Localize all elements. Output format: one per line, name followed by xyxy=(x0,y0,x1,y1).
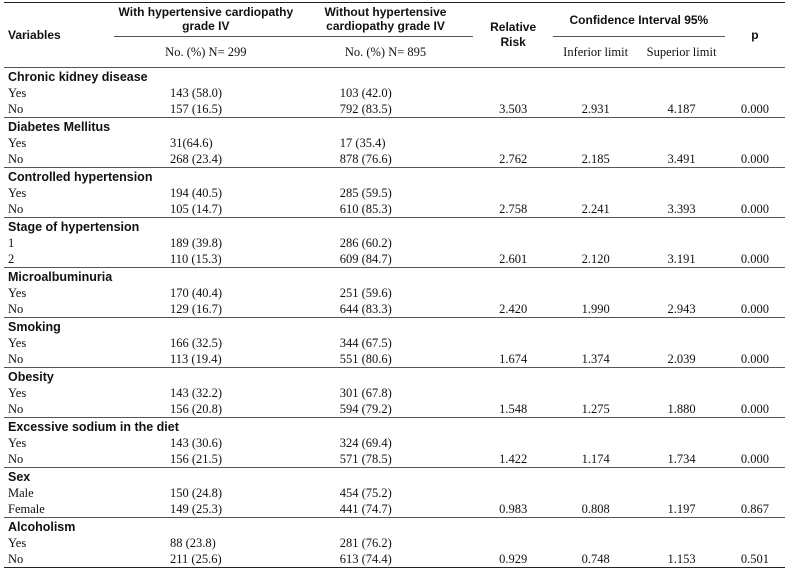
cell-ci-inferior: 1.275 xyxy=(581,402,610,416)
row-label: Male xyxy=(8,486,34,500)
cell-ci-superior: 2.943 xyxy=(667,302,696,316)
section-row xyxy=(4,68,785,86)
header-relative-risk: Relative Risk xyxy=(473,3,553,68)
section-title: Alcoholism xyxy=(4,518,785,536)
cell-ci-inferior xyxy=(553,385,638,401)
header-ci: Confidence Interval 95% xyxy=(553,3,725,37)
results-table xyxy=(4,2,785,568)
table-row xyxy=(4,501,785,518)
cell-with: 166 (32.5) xyxy=(170,336,223,350)
cell-ci-inferior: 0.808 xyxy=(581,502,610,516)
table-row xyxy=(4,485,785,501)
cell-without: 613 (74.4) xyxy=(298,551,474,568)
cell-with: 143 (32.2) xyxy=(170,386,223,400)
cell-relative-risk xyxy=(473,85,553,101)
cell-ci-superior: 3.191 xyxy=(667,252,696,266)
row-label: Yes xyxy=(8,336,27,350)
cell-relative-risk: 1.548 xyxy=(499,402,528,416)
cell-p: 0.000 xyxy=(740,152,769,166)
table-row xyxy=(4,235,785,251)
cell-without: 324 (69.4) xyxy=(339,436,392,450)
cell-relative-risk: 2.762 xyxy=(499,152,528,166)
cell-without: 103 (42.0) xyxy=(339,86,392,100)
cell-without: 281 (76.2) xyxy=(339,536,392,550)
cell-relative-risk xyxy=(473,135,553,151)
cell-relative-risk: 1.422 xyxy=(499,452,528,466)
cell-without: 251 (59.6) xyxy=(339,286,392,300)
section-row xyxy=(4,218,785,236)
table-body xyxy=(4,68,785,568)
cell-p: 0.000 xyxy=(740,252,769,266)
cell-with: 149 (25.3) xyxy=(170,502,223,516)
cell-without: 344 (67.5) xyxy=(339,336,392,350)
cell-p: 0.000 xyxy=(740,352,769,366)
cell-with: 143 (30.6) xyxy=(170,436,223,450)
cell-relative-risk: 1.674 xyxy=(499,352,528,366)
cell-without: 454 (75.2) xyxy=(339,486,392,500)
section-title: Stage of hypertension xyxy=(4,218,785,236)
cell-ci-inferior xyxy=(553,85,638,101)
header-ci-superior: Superior limit xyxy=(646,45,717,59)
section-row xyxy=(4,418,785,436)
row-label: 1 xyxy=(8,236,15,250)
cell-ci-inferior: 0.748 xyxy=(553,551,638,568)
cell-without: 285 (59.5) xyxy=(339,186,392,200)
cell-ci-inferior xyxy=(553,185,638,201)
cell-ci-inferior: 1.990 xyxy=(581,302,610,316)
cell-ci-superior xyxy=(638,385,724,401)
cell-relative-risk: 2.420 xyxy=(499,302,528,316)
table-row xyxy=(4,85,785,101)
cell-with: 170 (40.4) xyxy=(170,286,223,300)
cell-p: 0.867 xyxy=(740,502,769,516)
cell-with: 194 (40.5) xyxy=(170,186,223,200)
row-label: No xyxy=(8,152,24,166)
cell-ci-inferior: 1.174 xyxy=(581,452,610,466)
table-row xyxy=(4,285,785,301)
row-label: No xyxy=(8,202,24,216)
row-label: Yes xyxy=(8,536,27,550)
section-title: Obesity xyxy=(4,368,785,386)
row-label: 2 xyxy=(8,252,15,266)
table-row xyxy=(4,101,785,118)
row-label: Yes xyxy=(8,186,27,200)
table-row xyxy=(4,185,785,201)
section-title: Sex xyxy=(4,468,785,486)
table-row xyxy=(4,151,785,168)
cell-ci-inferior xyxy=(553,485,638,501)
section-row xyxy=(4,118,785,136)
cell-p xyxy=(725,85,785,101)
cell-ci-superior: 1.734 xyxy=(667,452,696,466)
section-title: Excessive sodium in the diet xyxy=(4,418,785,436)
header-without-sub: No. (%) N= 895 xyxy=(344,45,427,59)
cell-without: 17 (35.4) xyxy=(339,136,386,150)
cell-with: 189 (39.8) xyxy=(170,236,223,250)
cell-without: 644 (83.3) xyxy=(339,302,392,316)
cell-relative-risk xyxy=(473,335,553,351)
cell-p: 0.501 xyxy=(725,551,785,568)
cell-ci-superior: 3.393 xyxy=(667,202,696,216)
cell-without: 594 (79.2) xyxy=(339,402,392,416)
cell-p: 0.000 xyxy=(740,302,769,316)
cell-p: 0.000 xyxy=(740,202,769,216)
table-row xyxy=(4,551,785,568)
cell-p xyxy=(725,535,785,551)
table-row xyxy=(4,335,785,351)
section-title: Diabetes Mellitus xyxy=(4,118,785,136)
row-label: No xyxy=(8,352,24,366)
header-ci-inferior: Inferior limit xyxy=(563,45,629,59)
cell-p xyxy=(725,435,785,451)
header-variables: Variables xyxy=(4,3,114,68)
cell-relative-risk xyxy=(473,285,553,301)
row-label: Yes xyxy=(8,286,27,300)
row-label: Yes xyxy=(8,386,27,400)
cell-relative-risk: 2.601 xyxy=(499,252,528,266)
cell-p xyxy=(725,385,785,401)
table-row xyxy=(4,201,785,218)
cell-without: 609 (84.7) xyxy=(339,252,392,266)
cell-ci-superior xyxy=(638,335,724,351)
row-label: No xyxy=(8,302,24,316)
cell-p xyxy=(725,135,785,151)
cell-ci-superior xyxy=(638,485,724,501)
cell-without: 286 (60.2) xyxy=(339,236,392,250)
header-p: p xyxy=(725,3,785,68)
cell-p xyxy=(725,485,785,501)
table-row xyxy=(4,401,785,418)
cell-relative-risk: 0.929 xyxy=(473,551,553,568)
section-row xyxy=(4,518,785,536)
cell-relative-risk xyxy=(473,235,553,251)
section-title: Smoking xyxy=(4,318,785,336)
cell-with: 211 (25.6) xyxy=(114,551,298,568)
header-with-group: With hypertensive cardiopathy grade IV xyxy=(114,3,298,37)
section-title: Chronic kidney disease xyxy=(4,68,785,86)
cell-p xyxy=(725,235,785,251)
cell-ci-superior: 1.197 xyxy=(667,502,696,516)
cell-p: 0.000 xyxy=(740,102,769,116)
table-row xyxy=(4,251,785,268)
cell-without: 792 (83.5) xyxy=(339,102,392,116)
cell-p: 0.000 xyxy=(740,452,769,466)
cell-ci-superior xyxy=(638,135,724,151)
cell-p xyxy=(725,285,785,301)
section-row xyxy=(4,168,785,186)
cell-with: 156 (20.8) xyxy=(170,402,223,416)
cell-without: 878 (76.6) xyxy=(339,152,392,166)
cell-p xyxy=(725,335,785,351)
cell-with: 156 (21.5) xyxy=(170,452,223,466)
cell-ci-superior: 2.039 xyxy=(667,352,696,366)
table-row xyxy=(4,385,785,401)
cell-relative-risk xyxy=(473,385,553,401)
header-row-1 xyxy=(4,3,785,37)
cell-ci-inferior: 2.120 xyxy=(581,252,610,266)
cell-with: 129 (16.7) xyxy=(170,302,223,316)
row-label: Female xyxy=(8,502,45,516)
cell-relative-risk xyxy=(473,435,553,451)
row-label: No xyxy=(4,551,114,568)
row-label: No xyxy=(8,402,24,416)
cell-with: 268 (23.4) xyxy=(170,152,223,166)
row-label: Yes xyxy=(8,436,27,450)
cell-relative-risk xyxy=(473,185,553,201)
cell-ci-superior xyxy=(638,435,724,451)
section-row xyxy=(4,268,785,286)
cell-without: 571 (78.5) xyxy=(339,452,392,466)
cell-with: 113 (19.4) xyxy=(170,352,222,366)
section-title: Controlled hypertension xyxy=(4,168,785,186)
section-title: Microalbuminuria xyxy=(4,268,785,286)
cell-ci-superior: 4.187 xyxy=(667,102,696,116)
cell-relative-risk xyxy=(473,535,553,551)
cell-ci-inferior: 2.241 xyxy=(581,202,610,216)
table-row xyxy=(4,135,785,151)
cell-with: 157 (16.5) xyxy=(170,102,223,116)
cell-ci-inferior xyxy=(553,285,638,301)
cell-ci-superior: 1.153 xyxy=(638,551,724,568)
cell-ci-inferior xyxy=(553,435,638,451)
cell-ci-inferior xyxy=(553,235,638,251)
header-without-group: Without hypertensive cardiopathy grade IV xyxy=(298,3,474,37)
cell-ci-superior: 1.880 xyxy=(667,402,696,416)
cell-ci-superior xyxy=(638,535,724,551)
cell-p: 0.000 xyxy=(740,402,769,416)
cell-with: 31(64.6) xyxy=(170,136,213,150)
row-label: No xyxy=(8,102,24,116)
cell-relative-risk xyxy=(473,485,553,501)
cell-relative-risk: 0.983 xyxy=(499,502,528,516)
cell-without: 610 (85.3) xyxy=(339,202,392,216)
row-label: No xyxy=(8,452,24,466)
cell-ci-superior xyxy=(638,85,724,101)
table-row xyxy=(4,435,785,451)
table-row xyxy=(4,351,785,368)
cell-with: 110 (15.3) xyxy=(170,252,222,266)
cell-ci-inferior: 2.185 xyxy=(581,152,610,166)
table-row xyxy=(4,535,785,551)
cell-ci-superior: 3.491 xyxy=(667,152,696,166)
cell-relative-risk: 3.503 xyxy=(499,102,528,116)
cell-with: 143 (58.0) xyxy=(170,86,223,100)
cell-ci-inferior: 2.931 xyxy=(581,102,610,116)
cell-with: 105 (14.7) xyxy=(170,202,223,216)
cell-with: 150 (24.8) xyxy=(170,486,223,500)
cell-relative-risk: 2.758 xyxy=(499,202,528,216)
cell-ci-inferior xyxy=(553,535,638,551)
section-row xyxy=(4,468,785,486)
cell-ci-superior xyxy=(638,285,724,301)
cell-ci-inferior xyxy=(553,335,638,351)
cell-ci-inferior: 1.374 xyxy=(581,352,610,366)
cell-without: 551 (80.6) xyxy=(339,352,392,366)
cell-with: 88 (23.8) xyxy=(170,536,216,550)
cell-p xyxy=(725,185,785,201)
cell-ci-superior xyxy=(638,185,724,201)
cell-ci-inferior xyxy=(553,135,638,151)
row-label: Yes xyxy=(8,136,27,150)
cell-ci-superior xyxy=(638,235,724,251)
section-row xyxy=(4,318,785,336)
table-row xyxy=(4,451,785,468)
cell-without: 441 (74.7) xyxy=(339,502,392,516)
section-row xyxy=(4,368,785,386)
table-row xyxy=(4,301,785,318)
header-with-sub: No. (%) N= 299 xyxy=(165,45,247,59)
row-label: Yes xyxy=(8,86,27,100)
cell-without: 301 (67.8) xyxy=(339,386,392,400)
